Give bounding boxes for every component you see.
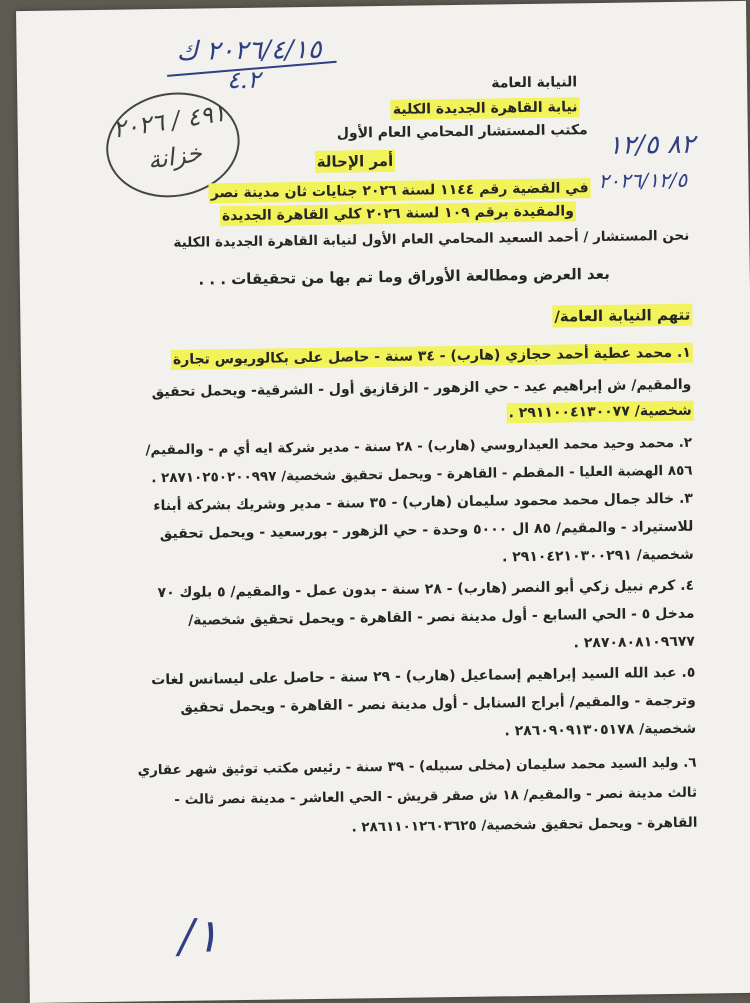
- accused-3-line-1: ٣. خالد جمال محمد محمود سليمان (هارب) - ٣٥ سنة - مدير وشريك بشركة أبناء: [153, 490, 694, 515]
- accused-1-line-1-text: ١. محمد عطية أحمد حجازي (هارب) - ٣٤ سنة - حاصل على بكالوريوس تجارة: [172, 344, 691, 368]
- case-line-1-text: في القضية رقم ١١٤٤ لسنة ٢٠٢٦ جنايات ثان مدينة نصر: [210, 180, 589, 202]
- intro-line-2: بعد العرض ومطالعة الأوراق وما تم بها من تحقيقات . . .: [198, 264, 610, 289]
- document-title: [317, 152, 394, 171]
- accused-4-line-3: ٢٨٧٠٨٠٨١٠٩٦٧٧ .: [573, 633, 696, 652]
- accused-5-line-3: شخصية/ ٢٨٦٠٩٠٩١٣٠٥١٧٨ .: [504, 720, 697, 740]
- case-line-2-text: والمقيدة برقم ١٠٩ لسنة ٢٠٢٦ كلي القاهرة الجديدة: [221, 203, 574, 225]
- accused-3-line-2: للاستيراد - والمقيم/ ٨٥ ال ٥٠٠٠ وحدة - حي الزهور - بورسعيد - ويحمل تحقيق: [159, 518, 694, 543]
- accused-4-line-1: ٤. كرم نبيل زكي أبو النصر (هارب) - ٢٨ سنة - بدون عمل - والمقيم/ ٥ بلوك ٧٠: [157, 577, 695, 602]
- accused-1-line-3: [508, 402, 691, 423]
- case-line-1: [211, 179, 589, 202]
- accused-5-line-2: وترجمة - والمقيم/ أبراج السنابل - أول مدينة نصر - القاهرة - ويحمل تحقيق: [180, 692, 696, 716]
- accused-2-line-1: ٢. محمد وحيد محمد العيداروسي (هارب) - ٢٨ سنة - مدير شركة ايه أي م - والمقيم/: [145, 434, 693, 459]
- accused-heading-text: تتهم النيابة العامة/: [554, 305, 691, 326]
- document-page: [16, 1, 750, 1003]
- handwritten-top-initials: ٤.٢: [226, 65, 261, 95]
- accused-1-line-2: والمقيم/ ش إبراهيم عيد - حي الزهور - الزقازيق أول - الشرقية- ويحمل تحقيق: [151, 376, 692, 401]
- header-prosecution: [393, 98, 578, 119]
- handwritten-side-date: ٢٠٢٦/١٢/٥: [598, 167, 688, 193]
- intro-line-1: نحن المستشار / أحمد السعيد المحامي العام الأول لنيابة القاهرة الجديدة الكلية: [173, 227, 690, 251]
- accused-1-line-3-text: شخصية/ ٢٩١١٠٠٤١٣٠٠٧٧ .: [508, 402, 692, 422]
- header-authority: النيابة العامة: [491, 74, 578, 92]
- accused-2-line-2: ٨٥٦ الهضبة العليا - المقطم - القاهرة - ويحمل تحقيق شخصية/ ٢٨٧١٠٢٥٠٢٠٠٩٩٧ .: [151, 462, 693, 487]
- seal-label: خزانة: [145, 138, 204, 175]
- accused-5-line-1: ٥. عبد الله السيد إبراهيم إسماعيل (هارب) - ٢٩ سنة - حاصل على ليسانس لغات: [151, 664, 696, 689]
- accused-1-line-1: [173, 344, 691, 369]
- accused-4-line-2: مدخل ٥ - الحي السابع - أول مدينة نصر - القاهرة - ويحمل تحقيق شخصية/: [188, 605, 695, 629]
- seal-number: ٤٩١ / ٢٠٢٦: [110, 98, 228, 144]
- handwritten-bottom-mark: ١/: [178, 908, 220, 963]
- document-title-text: أمر الإحالة: [316, 151, 394, 171]
- header-office: مكتب المستشار المحامي العام الأول: [336, 122, 588, 142]
- accused-heading: [554, 306, 690, 326]
- handwritten-side-note: ٨٢ ١٢/٥: [607, 129, 696, 161]
- header-prosecution-text: نيابة القاهرة الجديدة الكلية: [392, 99, 578, 118]
- accused-3-line-3: شخصية/ ٢٩١٠٤٢١٠٣٠٠٢٩١ .: [501, 546, 694, 566]
- handwritten-top-date: ٢٠٢٦/٤/١٥ ك: [176, 34, 322, 67]
- accused-6-line-1: ٦. وليد السيد محمد سليمان (مخلى سبيله) - ٣٩ سنة - رئيس مكتب توثيق شهر عقاري: [137, 754, 697, 779]
- accused-6-line-3: القاهرة - ويحمل تحقيق شخصية/ ٢٨٦١١٠١٢٦٠٣٦٢٥ .: [351, 814, 698, 836]
- case-line-2: [222, 202, 574, 225]
- accused-6-line-2: ثالث مدينة نصر - والمقيم/ ١٨ ش صقر قريش - الحي العاشر - مدينة نصر ثالث -: [174, 784, 698, 808]
